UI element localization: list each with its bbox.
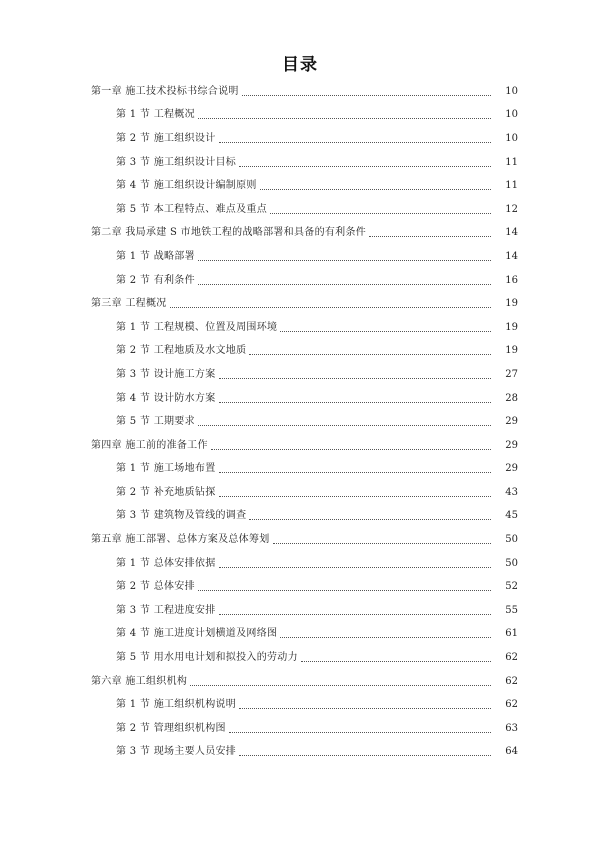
toc-dot-leader — [219, 495, 492, 497]
toc-entry-label: 第六章 施工组织机构 — [91, 675, 188, 687]
toc-section-entry[interactable] — [0, 599, 600, 623]
toc-section-entry[interactable] — [0, 363, 600, 387]
toc-section-entry[interactable] — [0, 127, 600, 151]
toc-dot-leader — [219, 471, 492, 473]
toc-dot-leader — [229, 731, 491, 733]
toc-entry-label: 第 2 节 补充地质钻探 — [116, 486, 216, 498]
toc-page-number: 28 — [505, 392, 518, 404]
toc-page-number: 27 — [505, 368, 518, 380]
toc-page-number: 12 — [505, 203, 518, 215]
toc-dot-leader — [190, 684, 491, 686]
toc-chapter-entry[interactable] — [0, 292, 600, 316]
toc-entry-label: 第 1 节 施工场地布置 — [116, 463, 216, 475]
toc-page-number: 16 — [505, 274, 518, 286]
toc-page-number: 52 — [505, 581, 518, 593]
toc-list — [0, 80, 600, 764]
toc-dot-leader — [369, 235, 491, 237]
toc-dot-leader — [219, 377, 492, 379]
toc-dot-leader — [219, 566, 492, 568]
toc-dot-leader — [239, 707, 491, 709]
toc-dot-leader — [249, 353, 491, 355]
toc-dot-leader — [260, 188, 491, 190]
toc-page-number: 10 — [505, 132, 518, 144]
toc-page-number: 14 — [505, 250, 518, 262]
toc-section-entry[interactable] — [0, 505, 600, 529]
toc-entry-label: 第四章 施工前的准备工作 — [91, 439, 208, 451]
toc-page-number: 14 — [505, 227, 518, 239]
toc-chapter-entry[interactable] — [0, 80, 600, 104]
toc-section-entry[interactable] — [0, 717, 600, 741]
toc-dot-leader — [219, 613, 492, 615]
toc-entry-label: 第 2 节 工程地质及水文地质 — [116, 345, 247, 357]
toc-section-entry[interactable] — [0, 410, 600, 434]
toc-page-number: 61 — [505, 628, 518, 640]
toc-page-number: 62 — [505, 675, 518, 687]
toc-section-entry[interactable] — [0, 269, 600, 293]
toc-entry-label: 第 3 节 建筑物及管线的调查 — [116, 510, 247, 522]
toc-dot-leader — [198, 424, 491, 426]
toc-section-entry[interactable] — [0, 693, 600, 717]
toc-dot-leader — [280, 636, 491, 638]
toc-entry-label: 第 1 节 工程概况 — [116, 109, 195, 121]
toc-section-entry[interactable] — [0, 316, 600, 340]
toc-entry-label: 第 5 节 工期要求 — [116, 416, 195, 428]
toc-page-number: 64 — [505, 746, 518, 758]
toc-dot-leader — [280, 330, 491, 332]
toc-section-entry[interactable] — [0, 741, 600, 765]
toc-entry-label: 第一章 施工技术投标书综合说明 — [91, 85, 239, 97]
toc-page-number: 55 — [505, 604, 518, 616]
toc-entry-label: 第 1 节 工程规模、位置及周围环境 — [116, 321, 278, 333]
toc-dot-leader — [273, 542, 491, 544]
toc-page-number: 63 — [505, 722, 518, 734]
toc-dot-leader — [249, 518, 491, 520]
toc-chapter-entry[interactable] — [0, 434, 600, 458]
toc-dot-leader — [198, 589, 491, 591]
toc-dot-leader — [242, 94, 491, 96]
toc-section-entry[interactable] — [0, 245, 600, 269]
toc-section-entry[interactable] — [0, 458, 600, 482]
toc-page-number: 62 — [505, 652, 518, 664]
toc-page-number: 10 — [505, 109, 518, 121]
toc-entry-label: 第 2 节 有利条件 — [116, 274, 195, 286]
toc-entry-label: 第 3 节 现场主要人员安排 — [116, 746, 237, 758]
toc-entry-label: 第 1 节 战略部署 — [116, 250, 195, 262]
toc-section-entry[interactable] — [0, 198, 600, 222]
toc-page-number: 29 — [505, 463, 518, 475]
toc-page-number: 19 — [505, 321, 518, 333]
toc-section-entry[interactable] — [0, 552, 600, 576]
toc-section-entry[interactable] — [0, 623, 600, 647]
toc-title: 目录 — [282, 55, 318, 75]
toc-dot-leader — [219, 141, 492, 143]
toc-entry-label: 第 4 节 施工组织设计编制原则 — [116, 180, 257, 192]
toc-section-entry[interactable] — [0, 481, 600, 505]
toc-page-number: 29 — [505, 439, 518, 451]
toc-dot-leader — [270, 212, 491, 214]
toc-dot-leader — [301, 660, 491, 662]
toc-page-number: 50 — [505, 557, 518, 569]
toc-entry-label: 第 3 节 设计施工方案 — [116, 368, 216, 380]
toc-section-entry[interactable] — [0, 151, 600, 175]
toc-entry-label: 第 5 节 本工程特点、难点及重点 — [116, 203, 267, 215]
toc-entry-label: 第五章 施工部署、总体方案及总体筹划 — [91, 534, 270, 546]
toc-page-number: 11 — [505, 180, 518, 192]
toc-dot-leader — [198, 259, 491, 261]
toc-entry-label: 第 1 节 总体安排依据 — [116, 557, 216, 569]
toc-section-entry[interactable] — [0, 575, 600, 599]
toc-section-entry[interactable] — [0, 340, 600, 364]
toc-page-number: 62 — [505, 699, 518, 711]
toc-entry-label: 第 2 节 施工组织设计 — [116, 132, 216, 144]
toc-dot-leader — [198, 283, 491, 285]
toc-dot-leader — [211, 448, 491, 450]
toc-section-entry[interactable] — [0, 387, 600, 411]
toc-page-number: 10 — [505, 85, 518, 97]
toc-page-number: 11 — [505, 156, 518, 168]
toc-entry-label: 第 2 节 管理组织机构图 — [116, 722, 226, 734]
toc-page-number: 29 — [505, 416, 518, 428]
toc-dot-leader — [239, 754, 491, 756]
toc-dot-leader — [170, 306, 491, 308]
toc-entry-label: 第 4 节 设计防水方案 — [116, 392, 216, 404]
toc-section-entry[interactable] — [0, 646, 600, 670]
toc-chapter-entry[interactable] — [0, 528, 600, 552]
toc-page-number: 50 — [505, 534, 518, 546]
toc-entry-label: 第 3 节 施工组织设计目标 — [116, 156, 237, 168]
toc-page-number: 19 — [505, 345, 518, 357]
toc-dot-leader — [198, 117, 491, 119]
toc-entry-label: 第 3 节 工程进度安排 — [116, 604, 216, 616]
toc-page-number: 43 — [505, 486, 518, 498]
toc-page-number: 45 — [505, 510, 518, 522]
toc-entry-label: 第二章 我局承建 S 市地铁工程的战略部署和具备的有利条件 — [91, 227, 367, 239]
toc-entry-label: 第 4 节 施工进度计划横道及网络图 — [116, 628, 278, 640]
toc-dot-leader — [239, 165, 491, 167]
toc-entry-label: 第 1 节 施工组织机构说明 — [116, 699, 237, 711]
toc-section-entry[interactable] — [0, 174, 600, 198]
toc-entry-label: 第三章 工程概况 — [91, 298, 167, 310]
toc-section-entry[interactable] — [0, 104, 600, 128]
toc-chapter-entry[interactable] — [0, 670, 600, 694]
toc-dot-leader — [219, 401, 492, 403]
toc-entry-label: 第 2 节 总体安排 — [116, 581, 195, 593]
toc-entry-label: 第 5 节 用水用电计划和拟投入的劳动力 — [116, 652, 298, 664]
toc-page-number: 19 — [505, 298, 518, 310]
toc-chapter-entry[interactable] — [0, 222, 600, 246]
